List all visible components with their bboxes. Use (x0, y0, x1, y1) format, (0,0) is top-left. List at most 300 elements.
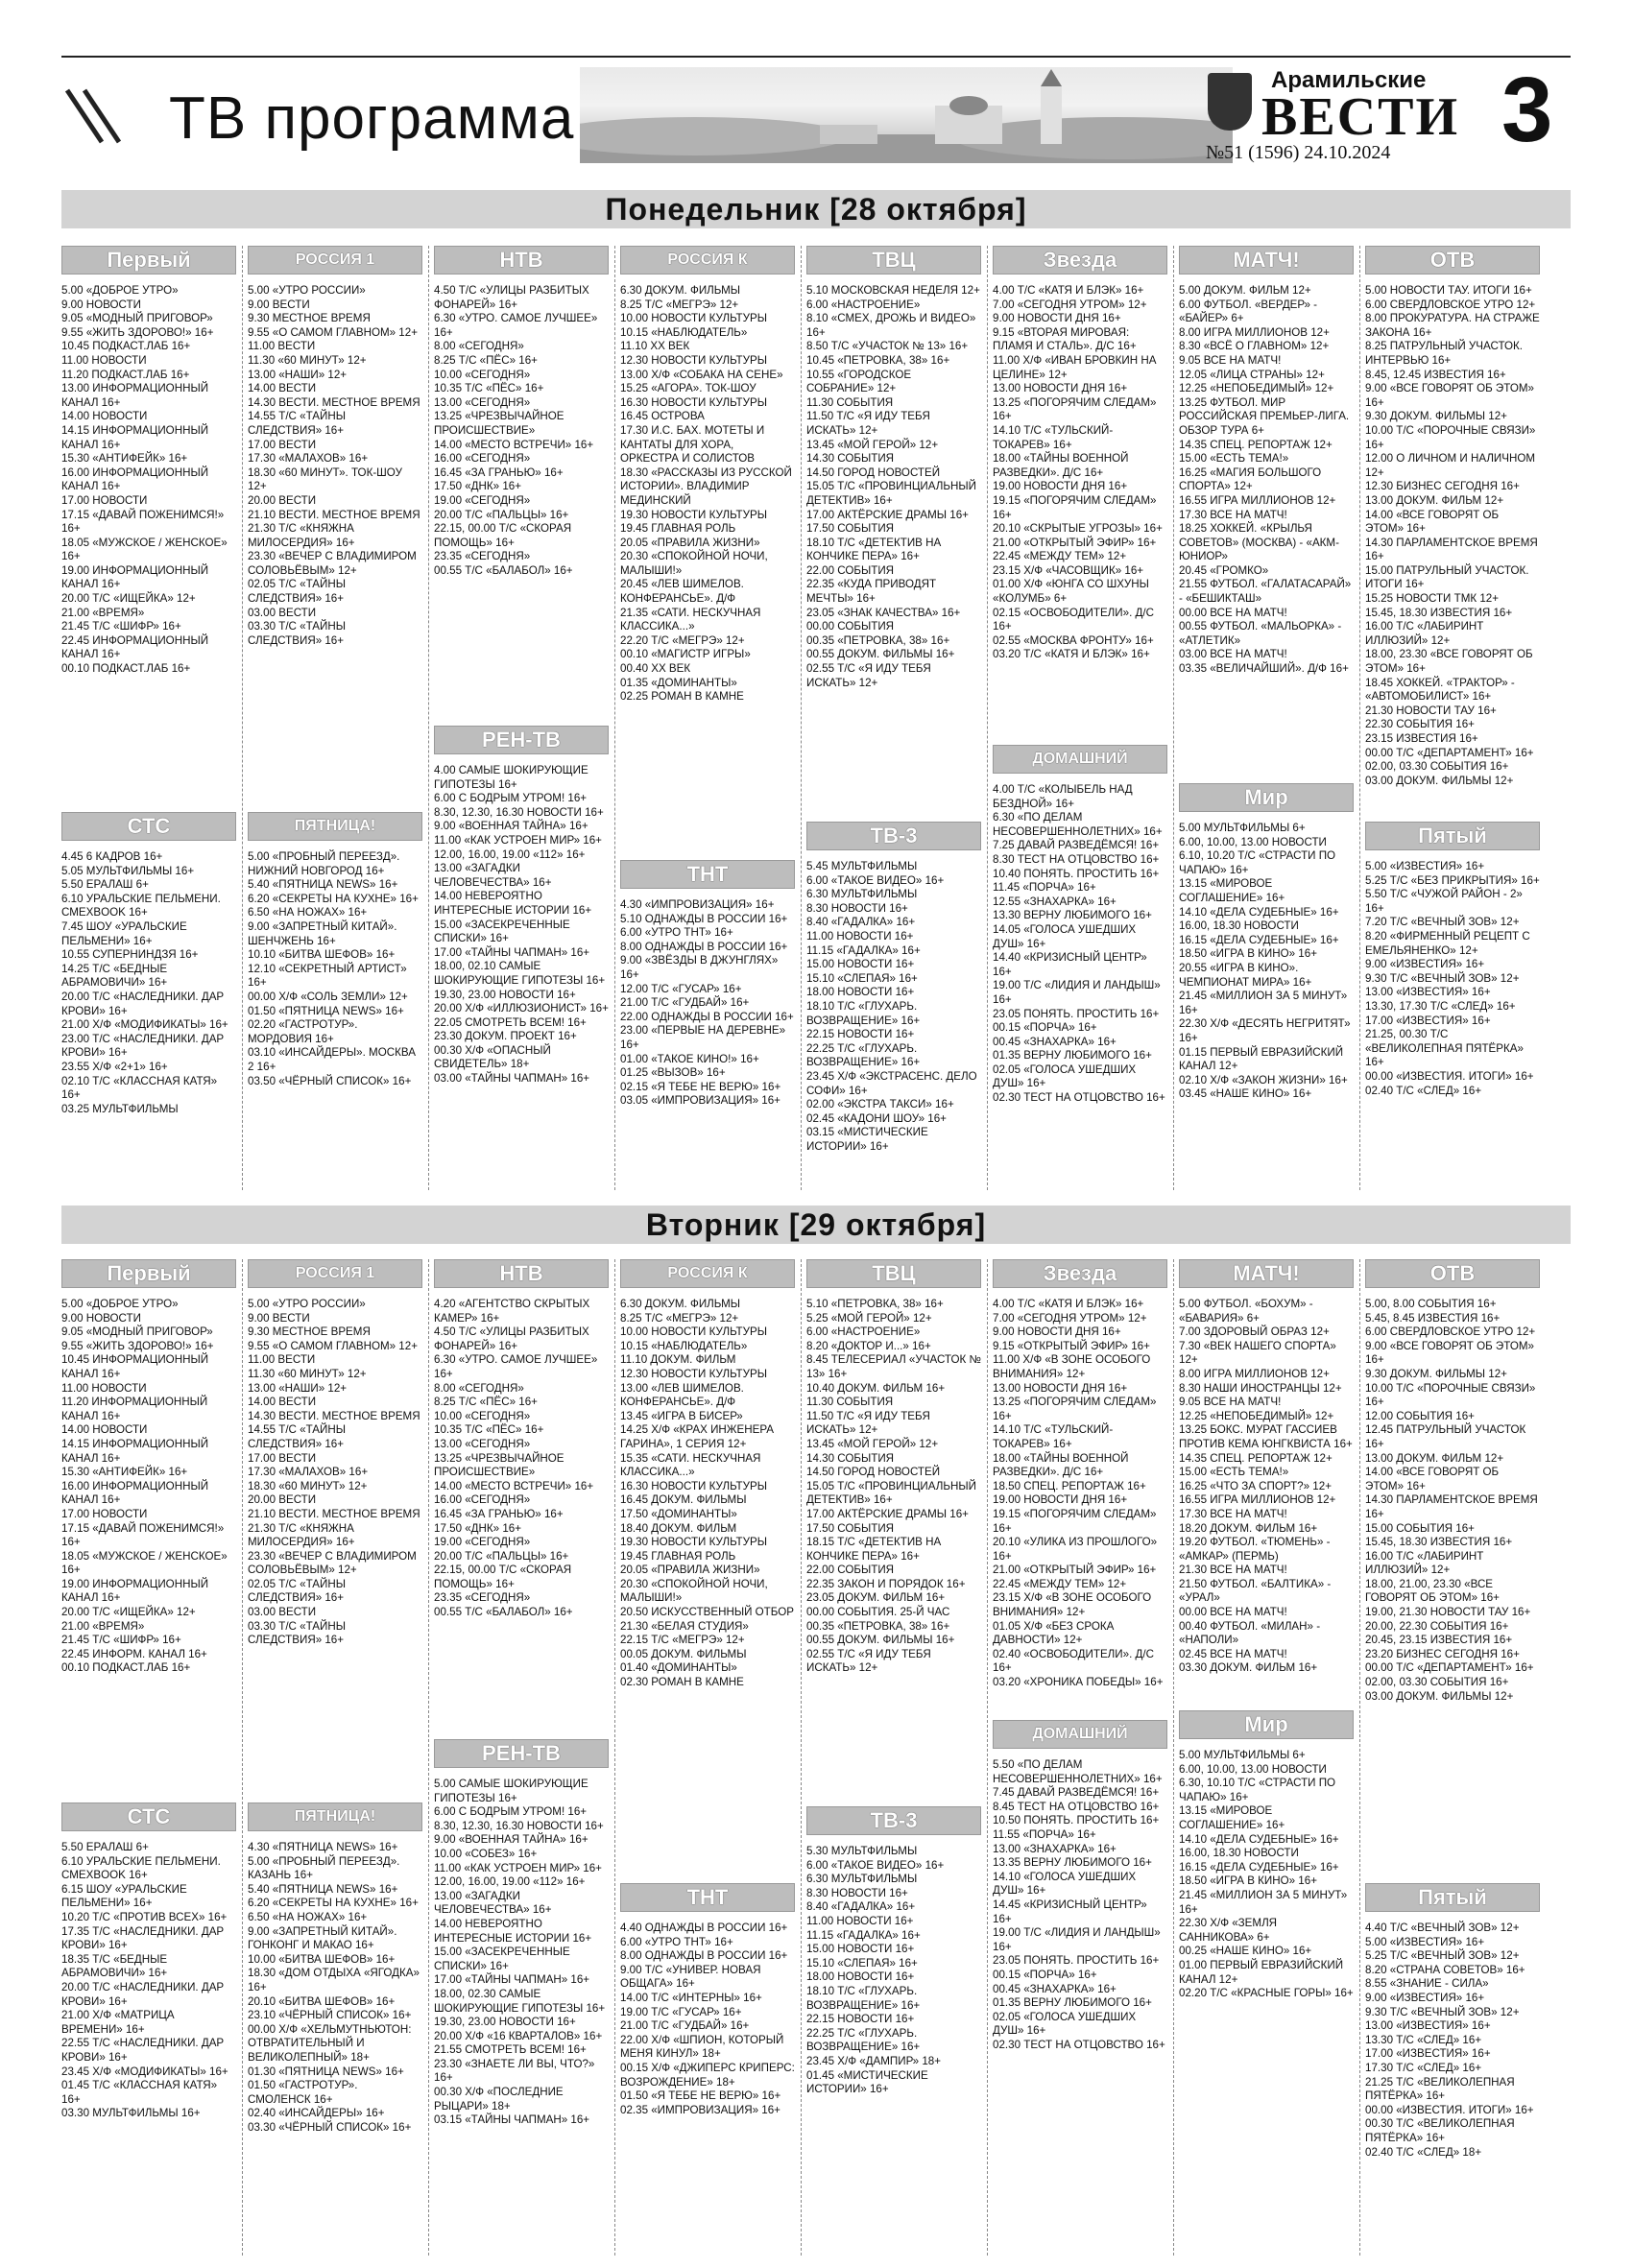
program-item: 11.00 НОВОСТИ 16+ (806, 929, 914, 943)
channel-logo: ДОМАШНИЙ (993, 1720, 1167, 1749)
program-item: 13.00 «НАШИ» 12+ (248, 368, 348, 381)
program-item: 13.00 ИНФОРМАЦИОННЫЙ КАНАЛ 16+ (61, 382, 209, 409)
program-item: 13.45 «МОЙ ГЕРОЙ» 12+ (806, 1437, 939, 1450)
program-item: 16.25 «ЧТО ЗА СПОРТ?» 12+ (1179, 1479, 1332, 1492)
channel-logo: РОССИЯ 1 (248, 246, 422, 275)
program-item: 00.25 «НАШЕ КИНО» 16+ (1179, 1945, 1312, 1958)
program-item: 01.15 ПЕРВЫЙ ЕВРАЗИЙСКИЙ КАНАЛ 12+ (1179, 1045, 1344, 1073)
program-item: 11.55 «ПОРЧА» 16+ (993, 1827, 1096, 1841)
program-item: 10.00 Т/С «ПОРОЧНЫЕ СВЯЗИ» 16+ (1365, 1381, 1536, 1409)
program-item: 16.15 «ДЕЛА СУДЕБНЫЕ» 16+ (1179, 1860, 1339, 1874)
column-divider (1173, 246, 1174, 1190)
program-item: 21.35 «САТИ. НЕСКУЧНАЯ КЛАССИКА...» (620, 606, 761, 633)
channel-logo: ТНТ (620, 860, 795, 889)
program-item: 23.45 Х/Ф «ЭКСТРАСЕНС. ДЕЛО СОФИ» 16+ (806, 1069, 977, 1097)
program-item: 01.30 «ПЯТНИЦА NEWS» 16+ (248, 2065, 404, 2078)
program-item: 22.00 ОДНАЖДЫ В РОССИИ 16+ (620, 1010, 794, 1023)
program-item: 11.00 ВЕСТИ (248, 1353, 316, 1367)
program-item: 02.05 Т/С «ТАЙНЫ СЛЕДСТВИЯ» 16+ (248, 1577, 346, 1605)
column-divider (428, 246, 429, 1190)
program-item: 6.30, 10.10 Т/С «СТРАСТИ ПО ЧАПАЮ» 16+ (1179, 1777, 1336, 1803)
program-item: 9.00 «ЗАПРЕТНЫЙ КИТАЙ». ГОНКОНГ И МАКАО 16+ (248, 1924, 397, 1952)
program-item: 6.00 «НАСТРОЕНИЕ» (806, 298, 921, 311)
program-item: 23.30 ДОКУМ. ПРОЕКТ 16+ (434, 1030, 577, 1043)
program-item: 02.20 Т/С «КРАСНЫЕ ГОРЫ» 16+ (1179, 1987, 1354, 2000)
program-item: 02.40 «ОСВОБОДИТЕЛИ». Д/С 16+ (993, 1647, 1154, 1675)
program-item: 8.40 «ГАДАЛКА» 16+ (806, 916, 916, 929)
program-item: 5.00 САМЫЕ ШОКИРУЮЩИЕ ГИПОТЕЗЫ 16+ (434, 1778, 588, 1804)
program-item: 6.30 ДОКУМ. ФИЛЬМЫ (620, 284, 741, 297)
channel-block (61, 1802, 236, 2121)
program-item: 6.30 «УТРО. САМОЕ ЛУЧШЕЕ» 16+ (434, 312, 598, 339)
program-item: 14.35 СПЕЦ. РЕПОРТАЖ 12+ (1179, 1451, 1333, 1465)
program-item: 18.40 ДОКУМ. ФИЛЬМ (620, 1521, 737, 1535)
program-item: 00.15 «ПОРЧА» 16+ (993, 1021, 1097, 1035)
program-item: 02.45 ВСЕ НА МАТЧ! (1179, 1647, 1287, 1660)
program-item: 17.30 «МАЛАХОВ» 16+ (248, 1466, 369, 1479)
channel-logo: Звезда (993, 246, 1167, 275)
program-item: 9.55 «ЖИТЬ ЗДОРОВО!» 16+ (61, 325, 214, 339)
program-item: 02.40 Т/С «СЛЕД» 18+ (1365, 2145, 1482, 2159)
program-item: 22.15 НОВОСТИ 16+ (806, 2013, 915, 2026)
program-item: 16.15 «ДЕЛА СУДЕБНЫЕ» 16+ (1179, 933, 1339, 946)
program-item: 6.00 СВЕРДЛОВСКОЕ УТРО 12+ (1365, 1325, 1536, 1339)
program-item: 19.00 НОВОСТИ ДНЯ 16+ (993, 1493, 1128, 1507)
program-item: 19.20 ФУТБОЛ. «ТЮМЕНЬ» - «АМКАР» (ПЕРМЬ) (1179, 1536, 1331, 1563)
channel-logo: Звезда (993, 1259, 1167, 1288)
program-item: 10.20 Т/С «ПРОТИВ ВСЕХ» 16+ (61, 1910, 228, 1923)
program-item: 23.35 «СЕГОДНЯ» (434, 1591, 531, 1605)
program-item: 11.30 «60 МИНУТ» 12+ (248, 1367, 367, 1380)
program-item: 17.30 «МАЛАХОВ» 16+ (248, 452, 369, 466)
program-item: 00.30 Т/С «ВЕЛИКОЛЕПНАЯ ПЯТЁРКА» 16+ (1365, 2117, 1515, 2144)
program-item: 18.10 Т/С «ГЛУХАРЬ. ВОЗВРАЩЕНИЕ» 16+ (806, 999, 921, 1027)
program-item: 15.00 «ЗАСЕКРЕЧЕННЫЕ СПИСКИ» 16+ (434, 1946, 570, 1972)
program-item: 22.15 НОВОСТИ 16+ (806, 1028, 915, 1041)
program-item: 13.00 Х/Ф «СОБАКА НА СЕНЕ» (620, 368, 783, 381)
program-item: 13.45 «ИГРА В БИСЕР» (620, 1409, 743, 1422)
channel-block (61, 812, 236, 1116)
program-item: 19.30, 23.00 НОВОСТИ 16+ (434, 2016, 576, 2029)
program-item: 21.30 ВСЕ НА МАТЧ! (1179, 1564, 1287, 1577)
program-item: 19.00, 21.30 НОВОСТИ ТАУ 16+ (1365, 1606, 1531, 1619)
program-item: 8.20 «ФИРМЕННЫЙ РЕЦЕПТ С ЕМЕЛЬЯНЕНКО» 12+ (1365, 929, 1530, 957)
channel-block (434, 246, 609, 578)
program-item: 14.15 ИНФОРМАЦИОННЫЙ КАНАЛ 16+ (61, 423, 209, 451)
program-item: 22.15 Т/С «МЕГРЭ» 12+ (620, 1634, 745, 1647)
program-item: 11.50 Т/С «Я ИДУ ТЕБЯ ИСКАТЬ» 12+ (806, 1409, 930, 1437)
program-item: 19.00 «СЕГОДНЯ» (434, 493, 531, 507)
program-item: 23.00 Т/С «НАСЛЕДНИКИ. ДАР КРОВИ» 16+ (61, 1032, 225, 1060)
double-slash-icon (63, 86, 125, 146)
program-item: 11.00 ВЕСТИ (248, 340, 316, 353)
program-item: 6.00 «ТАКОЕ ВИДЕО» 16+ (806, 1858, 945, 1872)
program-item: 23.10 «ЧЁРНЫЙ СПИСОК» 16+ (248, 2009, 412, 2022)
program-item: 17.35 Т/С «НАСЛЕДНИКИ. ДАР КРОВИ» 16+ (61, 1924, 225, 1952)
program-item: 00.00 «ИЗВЕСТИЯ. ИТОГИ» 16+ (1365, 2103, 1534, 2116)
program-item: 11.15 «ГАДАЛКА» 16+ (806, 1928, 921, 1942)
program-item: 02.00, 03.30 СОБЫТИЯ 16+ (1365, 1676, 1509, 1689)
program-item: 21.30 НОВОСТИ ТАУ 16+ (1365, 704, 1497, 717)
program-item: 17.00 ВЕСТИ (248, 1451, 317, 1465)
program-item: 22.20 Т/С «МЕГРЭ» 12+ (620, 633, 745, 647)
program-item: 4.30 «ИМПРОВИЗАЦИЯ» 16+ (620, 898, 775, 911)
program-item: 13.30 Т/С «СЛЕД» 16+ (1365, 2033, 1482, 2046)
program-item: 14.00 ВЕСТИ (248, 382, 317, 395)
channel-block (248, 246, 422, 648)
program-item: 4.00 Т/С «КАТЯ И БЛЭК» 16+ (993, 1298, 1144, 1310)
program-item: 02.30 РОМАН В КАМНЕ (620, 1676, 744, 1689)
program-item: 5.00 «ПРОБНЫЙ ПЕРЕЕЗД». НИЖНИЙ НОВГОРОД 16+ (248, 850, 400, 877)
program-item: 20.45 «ГРОМКО» (1179, 563, 1269, 577)
program-item: 4.00 САМЫЕ ШОКИРУЮЩИЕ ГИПОТЕЗЫ 16+ (434, 764, 588, 791)
newspaper-logo (1204, 65, 1492, 161)
issue-number: №51 (1596) 24.10.2024 (1206, 142, 1391, 163)
program-item: 20.45 «ЛЕВ ШИМЕЛОВ. КОНФЕРАНСЬЕ». Д/Ф (620, 578, 744, 606)
day-heading: Понедельник [28 октября] (61, 190, 1571, 228)
program-item: 13.25 ФУТБОЛ. МИР РОССИЙСКАЯ ПРЕМЬЕР-ЛИГА. ОБЗОР ТУРА 6+ (1179, 395, 1350, 437)
program-item: 03.05 «ИМПРОВИЗАЦИЯ» 16+ (620, 1094, 780, 1108)
program-item: 9.00 «ИЗВЕСТИЯ» 16+ (1365, 1991, 1485, 2004)
program-item: 19.00 ИНФОРМАЦИОННЫЙ КАНАЛ 16+ (61, 1577, 209, 1605)
program-item: 11.10 ДОКУМ. ФИЛЬМ (620, 1353, 736, 1367)
program-item: 15.05 Т/С «ПРОВИНЦИАЛЬНЫЙ ДЕТЕКТИВ» 16+ (806, 480, 976, 507)
program-item: 22.25 Т/С «ГЛУХАРЬ. ВОЗВРАЩЕНИЕ» 16+ (806, 2026, 921, 2054)
program-item: 21.25 Т/С «ВЕЛИКОЛЕПНАЯ ПЯТЁРКА» 16+ (1365, 2075, 1515, 2103)
channel-block (1179, 246, 1354, 677)
program-item: 15.25 НОВОСТИ ТМК 12+ (1365, 592, 1499, 606)
program-item: 20.00 Х/Ф «ИЛЛЮЗИОНИСТ» 16+ (434, 1002, 609, 1015)
program-item: 23.15 Х/Ф «ЧАСОВЩИК» 16+ (993, 563, 1144, 577)
program-item: 23.30 «ЗНАЕТЕ ЛИ ВЫ, ЧТО?» 16+ (434, 2057, 595, 2085)
program-item: 13.00 «ЗАГАДКИ ЧЕЛОВЕЧЕСТВА» 16+ (434, 862, 552, 889)
program-item: 01.50 «Я ТЕБЕ НЕ ВЕРЮ» 16+ (620, 2089, 781, 2103)
program-item: 5.10 ОДНАЖДЫ В РОССИИ 16+ (620, 912, 788, 925)
program-item: 14.10 «ГОЛОСА УШЕДШИХ ДУШ» 16+ (993, 1870, 1137, 1898)
program-item: 18.30 «ДОМ ОТДЫХА «ЯГОДКА» 16+ (248, 1967, 420, 1993)
program-item: 01.35 «ДОМИНАНТЫ» (620, 676, 737, 689)
program-item: 02.55 «МОСКВА ФРОНТУ» 16+ (993, 633, 1154, 647)
program-item: 02.55 Т/С «Я ИДУ ТЕБЯ ИСКАТЬ» 12+ (806, 1647, 931, 1675)
program-item: 6.20 «СЕКРЕТЫ НА КУХНЕ» 16+ (248, 1897, 419, 1910)
program-item: 13.35 ВЕРНУ ЛЮБИМОГО 16+ (993, 1856, 1152, 1870)
program-item: 03.15 «МИСТИЧЕСКИЕ ИСТОРИИ» 16+ (806, 1126, 928, 1153)
program-item: 13.00 «ИЗВЕСТИЯ» 16+ (1365, 986, 1491, 999)
program-item: 13.00 «СЕГОДНЯ» (434, 395, 531, 409)
program-item: 03.10 «ИНСАЙДЕРЫ». МОСКВА 2 16+ (248, 1046, 416, 1073)
program-item: 5.05 МУЛЬТФИЛЬМЫ 16+ (61, 864, 195, 877)
channel-block (434, 1259, 609, 1620)
column-divider (428, 1259, 429, 2256)
program-item: 16.00 Т/С «ЛАБИРИНТ ИЛЛЮЗИЙ» 12+ (1365, 620, 1484, 647)
program-item: 03.30 «ЧЁРНЫЙ СПИСОК» 16+ (248, 2120, 412, 2134)
program-item: 12.30 БИЗНЕС СЕГОДНЯ 16+ (1365, 480, 1520, 493)
program-item: 10.00 «БИТВА ШЕФОВ» 16+ (248, 1952, 396, 1966)
program-item: 00.10 ПОДКАСТ.ЛАБ 16+ (61, 1661, 191, 1675)
program-item: 01.25 «ВЫЗОВ» 16+ (620, 1066, 726, 1080)
program-item: 8.30 НОВОСТИ 16+ (806, 1886, 908, 1899)
channel-logo: Пятый (1365, 822, 1540, 850)
program-item: 18.30 «РАССКАЗЫ ИЗ РУССКОЙ ИСТОРИИ». ВЛАДИМИР МЕДИНСКИЙ (620, 466, 792, 507)
program-item: 17.50 «ДНК» 16+ (434, 1521, 521, 1535)
program-item: 15.35 «САТИ. НЕСКУЧНАЯ КЛАССИКА...» (620, 1451, 761, 1479)
program-item: 8.00 ИГРА МИЛЛИОНОВ 12+ (1179, 1367, 1330, 1380)
program-item: 03.30 Т/С «ТАЙНЫ СЛЕДСТВИЯ» 16+ (248, 620, 346, 647)
program-item: 00.00 «ИЗВЕСТИЯ. ИТОГИ» 16+ (1365, 1069, 1534, 1083)
program-item: 18.15 Т/С «ДЕТЕКТИВ НА КОНЧИКЕ ПЕРА» 16+ (806, 1536, 942, 1563)
program-item: 13.25 «ЧРЕЗВЫЧАЙНОЕ ПРОИСШЕСТВИЕ» (434, 410, 564, 437)
program-item: 00.55 Т/С «БАЛАБОЛ» 16+ (434, 563, 573, 577)
program-item: 03.30 МУЛЬТФИЛЬМЫ 16+ (61, 2107, 201, 2120)
program-item: 15.00 НОВОСТИ 16+ (806, 958, 915, 971)
program-item: 14.30 ПАРЛАМЕНТСКОЕ ВРЕМЯ 16+ (1365, 536, 1538, 563)
program-item: 00.35 «ПЕТРОВКА, 38» 16+ (806, 633, 950, 647)
program-item: 10.55 «ГОРОДСКОЕ СОБРАНИЕ» 12+ (806, 368, 912, 395)
program-item: 14.10 «ДЕЛА СУДЕБНЫЕ» 16+ (1179, 905, 1339, 919)
program-item: 20.10 «БИТВА ШЕФОВ» 16+ (248, 1994, 396, 2008)
program-item: 5.00 ФУТБОЛ. «БОХУМ» - «БАВАРИЯ» 6+ (1179, 1298, 1313, 1325)
program-item: 19.00 «СЕГОДНЯ» (434, 1536, 531, 1549)
program-item: 6.00 С БОДРЫМ УТРОМ! 16+ (434, 1805, 588, 1819)
program-item: 8.30, 12.30, 16.30 НОВОСТИ 16+ (434, 805, 604, 819)
program-item: 17.50 «ДОМИНАНТЫ» (620, 1507, 737, 1520)
program-item: 8.45 ТЕСТ НА ОТЦОВСТВО 16+ (993, 1800, 1160, 1813)
channel-block (993, 246, 1167, 662)
program-item: 8.50 Т/С «УЧАСТОК № 13» 16+ (806, 340, 969, 353)
column-divider (801, 1259, 802, 2256)
program-item: 00.55 ДОКУМ. ФИЛЬМЫ 16+ (806, 648, 955, 661)
program-item: 20.00 Х/Ф «16 КВАРТАЛОВ» 16+ (434, 2029, 603, 2042)
program-item: 00.00 СОБЫТИЯ. 25-Й ЧАС (806, 1606, 950, 1619)
program-item: 22.00 СОБЫТИЯ (806, 563, 895, 577)
program-item: 19.00 ИНФОРМАЦИОННЫЙ КАНАЛ 16+ (61, 563, 209, 591)
program-item: 9.05 «МОДНЫЙ ПРИГОВОР» (61, 1325, 213, 1339)
program-item: 10.45 «ПЕТРОВКА, 38» 16+ (806, 353, 950, 367)
program-item: 10.50 ПОНЯТЬ. ПРОСТИТЬ 16+ (993, 1814, 1160, 1827)
channel-logo: Первый (61, 1259, 236, 1288)
program-item: 5.50 ЕРАЛАШ 6+ (61, 1841, 149, 1853)
program-item: 17.50 СОБЫТИЯ (806, 1521, 895, 1535)
program-item: 8.45 ТЕЛЕСЕРИАЛ «УЧАСТОК № 13» 16+ (806, 1353, 981, 1380)
program-item: 12.55 «ЗНАХАРКА» 16+ (993, 895, 1117, 908)
program-item: 18.25 ХОККЕЙ. «КРЫЛЬЯ СОВЕТОВ» (МОСКВА) - «АКМ-ЮНИОР» (1179, 522, 1339, 563)
program-item: 00.40 ФУТБОЛ. «МИЛАН» - «НАПОЛИ» (1179, 1619, 1321, 1647)
program-item: 22.30 СОБЫТИЯ 16+ (1365, 718, 1475, 731)
program-item: 6.10, 10.20 Т/С «СТРАСТИ ПО ЧАПАЮ» 16+ (1179, 849, 1336, 876)
program-item: 19.30 НОВОСТИ КУЛЬТУРЫ (620, 1536, 767, 1549)
program-item: 00.15 Х/Ф «ДЖИПЕРС КРИПЕРС: ВОЗРОЖДЕНИЕ» 18+ (620, 2061, 795, 2089)
program-item: 16.00 ИНФОРМАЦИОННЫЙ КАНАЛ 16+ (61, 466, 209, 493)
program-item: 19.30 НОВОСТИ КУЛЬТУРЫ (620, 508, 767, 521)
program-item: 23.15 Х/Ф «В ЗОНЕ ОСОБОГО ВНИМАНИЯ» 12+ (993, 1591, 1152, 1619)
program-item: 8.00 ИГРА МИЛЛИОНОВ 12+ (1179, 325, 1330, 339)
program-item: 23.30 «ВЕЧЕР С ВЛАДИМИРОМ СОЛОВЬЁВЫМ» 12+ (248, 550, 417, 577)
program-item: 20.30 «СПОКОЙНОЙ НОЧИ, МАЛЫШИ!» (620, 1577, 768, 1605)
program-item: 5.00 «ДОБРОЕ УТРО» (61, 284, 179, 297)
program-item: 14.00 «МЕСТО ВСТРЕЧИ» 16+ (434, 1479, 594, 1492)
program-item: 14.10 «ДЕЛА СУДЕБНЫЕ» 16+ (1179, 1832, 1339, 1846)
program-item: 5.00 «ИЗВЕСТИЯ» 16+ (1365, 860, 1485, 872)
program-item: 4.45 6 КАДРОВ 16+ (61, 850, 163, 863)
program-item: 17.00 «ИЗВЕСТИЯ» 16+ (1365, 2047, 1491, 2061)
program-item: 6.00 «УТРО ТНТ» 16+ (620, 926, 733, 940)
program-item: 5.00 МУЛЬТФИЛЬМЫ 6+ (1179, 822, 1306, 834)
program-item: 17.15 «ДАВАЙ ПОЖЕНИМСЯ!» 16+ (61, 508, 225, 536)
page-header (61, 56, 1571, 171)
program-item: 00.30 Х/Ф «ОПАСНЫЙ СВИДЕТЕЛЬ» 18+ (434, 1043, 551, 1071)
program-item: 02.20 «ГАСТРОТУР». МОРДОВИЯ 16+ (248, 1018, 358, 1045)
program-item: 01.45 Т/С «КЛАССНАЯ КАТЯ» 16+ (61, 2079, 218, 2106)
program-item: 13.45 «МОЙ ГЕРОЙ» 12+ (806, 438, 939, 451)
program-item: 02.40 Т/С «СЛЕД» 16+ (1365, 1084, 1482, 1097)
channel-block (620, 1259, 795, 1690)
program-item: 23.05 ДОКУМ. ФИЛЬМ 16+ (806, 1591, 946, 1605)
program-item: 14.00 «ВСЕ ГОВОРЯТ ОБ ЭТОМ» 16+ (1365, 1466, 1500, 1492)
program-item: 9.00 ВЕСТИ (248, 298, 310, 311)
program-item: 22.05 СМОТРЕТЬ ВСЕМ! 16+ (434, 1015, 587, 1029)
program-item: 11.15 «ГАДАЛКА» 16+ (806, 943, 921, 957)
program-item: 9.00 НОВОСТИ (61, 1311, 141, 1325)
program-item: 03.00 ДОКУМ. ФИЛЬМЫ 12+ (1365, 1689, 1514, 1703)
program-item: 9.00 «ВСЕ ГОВОРЯТ ОБ ЭТОМ» 16+ (1365, 1339, 1534, 1367)
program-item: 7.45 ШОУ «УРАЛЬСКИЕ ПЕЛЬМЕНИ» 16+ (61, 919, 187, 947)
program-item: 9.55 «О САМОМ ГЛАВНОМ» 12+ (248, 325, 418, 339)
program-item: 9.00 «ИЗВЕСТИЯ» 16+ (1365, 958, 1485, 971)
channel-logo: РОССИЯ К (620, 246, 795, 275)
program-item: 02.00 «ЭКСТРА ТАКСИ» 16+ (806, 1098, 954, 1111)
program-item: 23.00 «ПЕРВЫЕ НА ДЕРЕВНЕ» 16+ (620, 1024, 786, 1051)
program-item: 00.55 ДОКУМ. ФИЛЬМЫ 16+ (806, 1634, 955, 1647)
program-item: 18.50 «ИГРА В КИНО» 16+ (1179, 947, 1317, 961)
program-item: 23.20 БИЗНЕС СЕГОДНЯ 16+ (1365, 1647, 1520, 1660)
program-item: 4.40 ОДНАЖДЫ В РОССИИ 16+ (620, 1922, 788, 1934)
program-item: 13.00 «ЗАГАДКИ ЧЕЛОВЕЧЕСТВА» 16+ (434, 1889, 552, 1917)
channel-block (806, 1806, 981, 2097)
program-item: 20.00 ВЕСТИ (248, 493, 317, 507)
program-item: 9.00 НОВОСТИ (61, 298, 141, 311)
program-item: 01.50 «ПЯТНИЦА NEWS» 16+ (248, 1004, 404, 1017)
program-item: 19.15 «ПОГОРЯЧИМ СЛЕДАМ» 16+ (993, 1507, 1157, 1535)
program-item: 6.15 ШОУ «УРАЛЬСКИЕ ПЕЛЬМЕНИ» 16+ (61, 1882, 187, 1910)
program-item: 01.35 ВЕРНУ ЛЮБИМОГО 16+ (993, 1996, 1152, 2010)
program-item: 13.25 «ПОГОРЯЧИМ СЛЕДАМ» 16+ (993, 1396, 1157, 1422)
program-item: 11.00 Х/Ф «В ЗОНЕ ОСОБОГО ВНИМАНИЯ» 12+ (993, 1353, 1151, 1380)
program-item: 01.00 «ТАКОЕ КИНО!» 16+ (620, 1052, 759, 1065)
program-item: 02.55 Т/С «Я ИДУ ТЕБЯ ИСКАТЬ» 12+ (806, 662, 931, 689)
column-divider (801, 246, 802, 1190)
program-item: 14.00 НОВОСТИ (61, 1423, 148, 1437)
program-item: 6.50 «НА НОЖАХ» 16+ (248, 1910, 368, 1923)
program-item: 03.00 ВЕСТИ (248, 606, 317, 619)
program-item: 16.00 «СЕГОДНЯ» (434, 452, 531, 466)
program-item: 16.55 ИГРА МИЛЛИОНОВ 12+ (1179, 1493, 1336, 1507)
program-item: 18.30 «60 МИНУТ» 12+ (248, 1479, 368, 1492)
program-item: 9.00 «ВОЕННАЯ ТАЙНА» 16+ (434, 1833, 588, 1847)
program-item: 18.00 «ТАЙНЫ ВОЕННОЙ РАЗВЕДКИ». Д/С 16+ (993, 452, 1129, 479)
program-item: 11.00 «КАК УСТРОЕН МИР» 16+ (434, 833, 602, 847)
program-item: 10.00 «СЕГОДНЯ» (434, 368, 531, 381)
program-item: 6.30 МУЛЬТФИЛЬМЫ (806, 1873, 918, 1886)
channel-block (620, 860, 795, 1109)
program-item: 10.45 ПОДКАСТ.ЛАБ 16+ (61, 340, 191, 353)
program-item: 16.45 ДОКУМ. ФИЛЬМЫ (620, 1493, 747, 1507)
column-divider (1359, 246, 1360, 1190)
program-item: 22.35 «КУДА ПРИВОДЯТ МЕЧТЫ» 16+ (806, 578, 937, 606)
program-item: 8.55 «ЗНАНИЕ - СИЛА» (1365, 1977, 1489, 1991)
program-item: 10.10 «БИТВА ШЕФОВ» 16+ (248, 948, 396, 962)
program-item: 03.35 «ВЕЛИЧАЙШИЙ». Д/Ф 16+ (1179, 662, 1349, 676)
program-item: 03.00 ДОКУМ. ФИЛЬМЫ 12+ (1365, 774, 1514, 787)
channel-block (1365, 1883, 1540, 2160)
channel-logo: ТВ-3 (806, 1806, 981, 1835)
channel-logo: НТВ (434, 246, 609, 275)
program-item: 22.55 Т/С «НАСЛЕДНИКИ. ДАР КРОВИ» 16+ (61, 2037, 225, 2064)
program-item: 17.50 СОБЫТИЯ (806, 522, 895, 536)
program-item: 10.40 ПОНЯТЬ. ПРОСТИТЬ 16+ (993, 867, 1160, 880)
channel-logo: НТВ (434, 1259, 609, 1288)
program-item: 21.30 Т/С «КНЯЖНА МИЛОСЕРДИЯ» 16+ (248, 1521, 355, 1549)
program-item: 5.25 «МОЙ ГЕРОЙ» 12+ (806, 1311, 932, 1325)
program-item: 7.20 Т/С «ВЕЧНЫЙ ЗОВ» 12+ (1365, 916, 1520, 929)
channel-logo: ТВЦ (806, 246, 981, 275)
channel-logo: ДОМАШНИЙ (993, 745, 1167, 774)
program-item: 23.35 «СЕГОДНЯ» (434, 550, 531, 563)
program-item: 01.45 «МИСТИЧЕСКИЕ ИСТОРИИ» 16+ (806, 2068, 928, 2096)
program-item: 14.30 СОБЫТИЯ (806, 1451, 895, 1465)
program-item: 18.00, 02.10 САМЫЕ ШОКИРУЮЩИЕ ГИПОТЕЗЫ 16+ (434, 960, 606, 987)
column-divider (1359, 1259, 1360, 2256)
program-item: 22.30 Х/Ф «ДЕСЯТЬ НЕГРИТЯТ» 16+ (1179, 1017, 1351, 1044)
program-item: 8.40 «ГАДАЛКА» 16+ (806, 1900, 916, 1914)
program-item: 18.30 «60 МИНУТ». ТОК-ШОУ 12+ (248, 466, 402, 493)
program-item: 18.00 НОВОСТИ 16+ (806, 1970, 915, 1984)
program-item: 20.05 «ПРАВИЛА ЖИЗНИ» (620, 1564, 760, 1577)
program-item: 14.45 «КРИЗИСНЫЙ ЦЕНТР» 16+ (993, 1898, 1147, 1925)
program-item: 5.00 «УТРО РОССИИ» (248, 284, 366, 297)
program-item: 13.15 «МИРОВОЕ СОГЛАШЕНИЕ» 16+ (1179, 1804, 1285, 1831)
program-item: 15.45, 18.30 ИЗВЕСТИЯ 16+ (1365, 606, 1513, 619)
program-item: 14.30 ВЕСТИ. МЕСТНОЕ ВРЕМЯ (248, 1409, 420, 1422)
program-item: 11.20 ПОДКАСТ.ЛАБ 16+ (61, 368, 190, 381)
program-item: 02.05 Т/С «ТАЙНЫ СЛЕДСТВИЯ» 16+ (248, 578, 346, 606)
day-heading: Вторник [29 октября] (61, 1206, 1571, 1244)
program-item: 21.25, 00.30 Т/С «ВЕЛИКОЛЕПНАЯ ПЯТЁРКА» 16+ (1365, 1028, 1524, 1069)
program-item: 9.30 Т/С «ВЕЧНЫЙ ЗОВ» 12+ (1365, 2005, 1520, 2018)
program-item: 20.00, 22.30 СОБЫТИЯ 16+ (1365, 1619, 1509, 1633)
program-item: 6.00 «НАСТРОЕНИЕ» (806, 1325, 921, 1339)
program-item: 11.00 НОВОСТИ (61, 1381, 147, 1395)
program-item: 15.25 «АГОРА». ТОК-ШОУ (620, 382, 756, 395)
program-item: 9.30 МЕСТНОЕ ВРЕМЯ (248, 1325, 371, 1339)
program-item: 00.00 СОБЫТИЯ (806, 620, 895, 633)
program-item: 02.35 «ИМПРОВИЗАЦИЯ» 16+ (620, 2103, 780, 2116)
channel-logo: Пятый (1365, 1883, 1540, 1912)
program-item: 18.10 Т/С «ДЕТЕКТИВ НА КОНЧИКЕ ПЕРА» 16+ (806, 536, 942, 563)
program-item: 22.45 ИНФОРМ. КАНАЛ 16+ (61, 1647, 207, 1660)
program-item: 8.25 Т/С «МЕГРЭ» 12+ (620, 1311, 739, 1325)
program-item: 11.45 «ПОРЧА» 16+ (993, 881, 1096, 895)
program-item: 20.00 Т/С «ИЩЕЙКА» 12+ (61, 1606, 196, 1619)
program-item: 6.00 ФУТБОЛ. «ВЕРДЕР» - «БАЙЕР» 6+ (1179, 298, 1318, 325)
channel-block (620, 1883, 795, 2117)
channel-block (1179, 1259, 1354, 1676)
program-item: 19.00 Т/С «ЛИДИЯ И ЛАНДЫШ» 16+ (993, 1926, 1161, 1953)
channel-logo: ОТВ (1365, 246, 1540, 275)
program-item: 4.00 Т/С «КАТЯ И БЛЭК» 16+ (993, 284, 1144, 297)
program-item: 21.00 Т/С «ГУДБАЙ» 16+ (620, 996, 750, 1010)
program-item: 13.00 «ЛЕВ ШИМЕЛОВ. КОНФЕРАНСЬЕ». Д/Ф (620, 1381, 744, 1409)
program-item: 10.15 «НАБЛЮДАТЕЛЬ» (620, 325, 748, 339)
